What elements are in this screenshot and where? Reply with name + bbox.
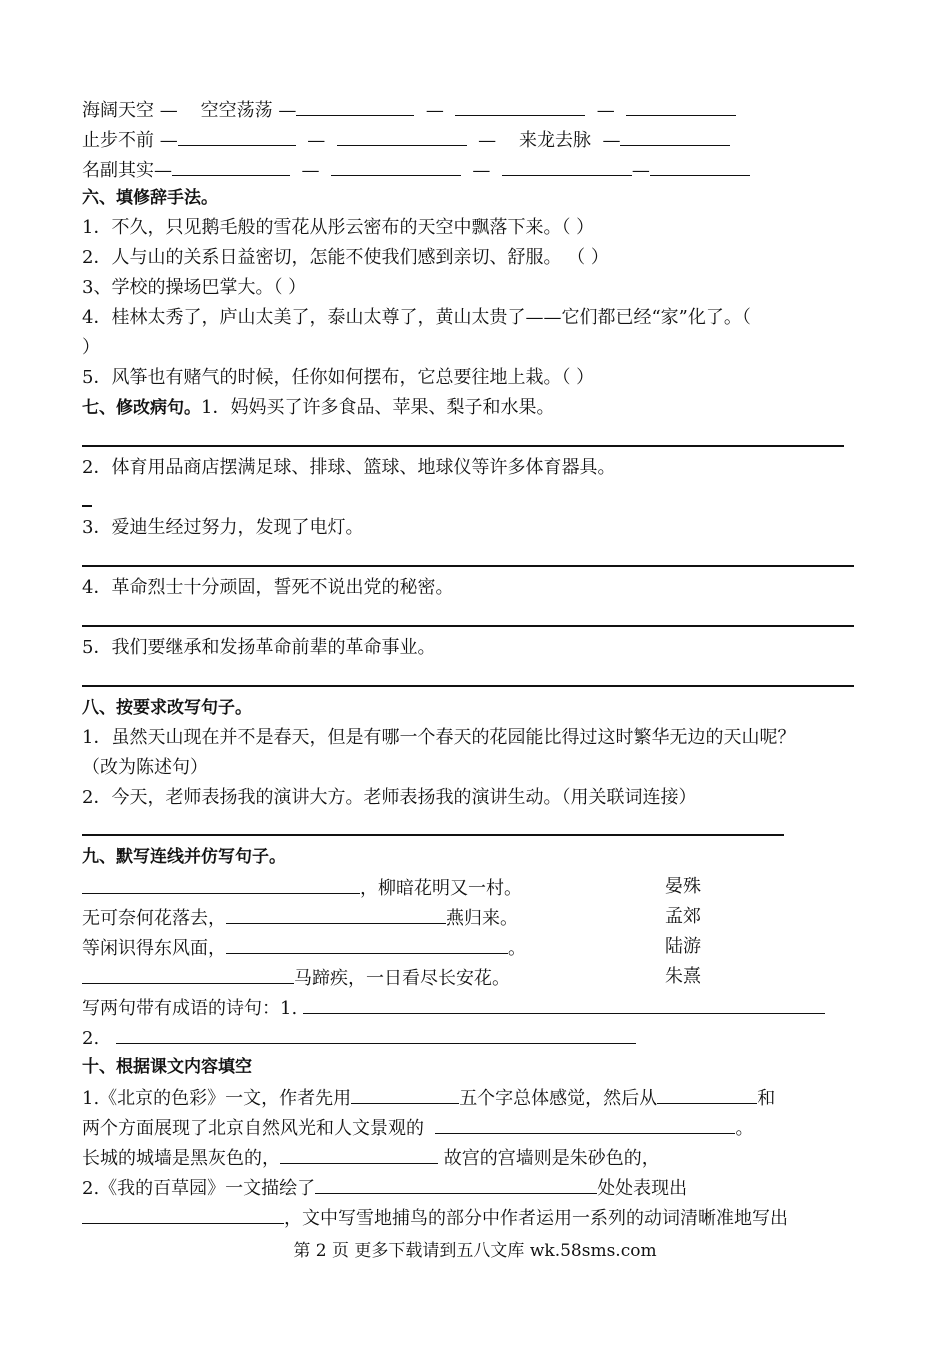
answer-blank[interactable] [331, 157, 461, 176]
answer-blank[interactable] [116, 1025, 636, 1044]
rhetoric-item-3: 3、学校的操场巴掌大。（ ） [82, 277, 307, 298]
page-footer: 第 2 页 更多下载请到五八文库 wk.58sms.com [293, 1241, 657, 1261]
answer-line[interactable] [82, 445, 844, 447]
rhetoric-item-4: 4．桂林太秀了，庐山太美了，泰山太尊了，黄山太贵了——它们都已经“家”化了。（ [82, 307, 751, 328]
idiom-row-2: 止步不前 — — — 来龙去脉 — [82, 127, 730, 153]
sick-sentence-2: 2．体育用品商店摆满足球、排球、篮球、地球仪等许多体育器具。 [82, 457, 616, 478]
answer-blank[interactable] [226, 905, 446, 924]
answer-blank[interactable] [172, 157, 290, 176]
poet-name[interactable]: 孟郊 [665, 906, 701, 927]
answer-blank[interactable] [82, 965, 294, 984]
rewrite-item-2: 2．今天，老师表扬我的演讲大方。老师表扬我的演讲生动。（用关联词连接） [82, 787, 697, 808]
rhetoric-item-2: 2．人与山的关系日益密切，怎能不使我们感到亲切、舒服。 （ ） [82, 247, 609, 268]
answer-line[interactable] [82, 565, 854, 567]
idiom: 名副其实 [82, 160, 154, 181]
poet-name[interactable]: 陆游 [665, 936, 701, 957]
answer-blank[interactable] [337, 127, 467, 146]
answer-blank[interactable] [82, 1205, 284, 1224]
answer-blank[interactable] [620, 127, 730, 146]
rhetoric-item-1: 1．不久，只见鹅毛般的雪花从彤云密布的天空中飘落下来。（ ） [82, 217, 595, 238]
fill-line-4: 2.《我的百草园》一文描绘了 处处表现出 [82, 1175, 687, 1201]
idiom: 空空荡荡 [200, 100, 273, 121]
section-6-title: 六、填修辞手法。 [82, 188, 218, 208]
sick-sentence-1: 1．妈妈买了许多食品、苹果、梨子和水果。 [201, 397, 555, 418]
section-10-title: 十、根据课文内容填空 [82, 1057, 252, 1077]
poem-line-1: ，柳暗花明又一村。 [82, 875, 522, 901]
answer-line[interactable] [82, 625, 854, 627]
sick-sentence-4: 4．革命烈士十分顽固，誓死不说出党的秘密。 [82, 577, 454, 598]
answer-line[interactable] [82, 505, 92, 507]
idiom: 来龙去脉 [518, 130, 591, 151]
idiom-poem-prompt: 写两句带有成语的诗句：1. [82, 995, 825, 1021]
answer-blank[interactable] [82, 875, 360, 894]
answer-blank[interactable] [303, 995, 825, 1014]
answer-blank[interactable] [178, 127, 296, 146]
idiom: 止步不前 [82, 130, 154, 151]
poet-name[interactable]: 朱熹 [665, 966, 701, 987]
rhetoric-item-4-cont: ） [82, 337, 100, 358]
rhetoric-item-5: 5．风筝也有赌气的时候，任你如何摆布，它总要往地上栽。（ ） [82, 367, 595, 388]
fill-line-1: 1.《北京的色彩》一文，作者先用 五个字总体感觉，然后从 和 [82, 1085, 775, 1111]
sick-sentence-5: 5．我们要继承和发扬革命前辈的革命事业。 [82, 637, 436, 658]
answer-blank[interactable] [296, 97, 414, 116]
answer-blank[interactable] [502, 157, 632, 176]
answer-blank[interactable] [315, 1175, 597, 1194]
answer-blank[interactable] [226, 935, 508, 954]
idiom-row-1: 海阔天空 — 空空荡荡 — — — [82, 97, 736, 123]
idiom-row-3: 名副其实— — — — [82, 157, 750, 183]
poem-line-3: 等闲识得东风面， 。 [82, 935, 526, 961]
answer-blank[interactable] [280, 1145, 438, 1164]
answer-blank[interactable] [351, 1085, 459, 1104]
answer-blank[interactable] [435, 1115, 735, 1134]
rewrite-item-1: 1．虽然天山现在并不是春天，但是有哪一个春天的花园能比得过这时繁华无边的天山呢？ [82, 727, 796, 748]
fill-line-3: 长城的城墙是黑灰色的， 故宫的宫墙则是朱砂色的， [82, 1145, 660, 1171]
idiom-poem-2: 2. [82, 1025, 636, 1051]
answer-blank[interactable] [455, 97, 585, 116]
section-7-line [82, 396, 554, 420]
answer-blank[interactable] [650, 157, 750, 176]
answer-line[interactable] [82, 685, 854, 687]
poet-name[interactable]: 晏殊 [665, 876, 701, 897]
section-7-title: 七、修改病句。 [82, 398, 201, 418]
answer-blank[interactable] [657, 1085, 757, 1104]
fill-line-5: ，文中写雪地捕鸟的部分中作者运用一系列的动词清晰准地写出 [82, 1205, 788, 1231]
section-8-title: 八、按要求改写句子。 [82, 698, 252, 718]
answer-line[interactable] [82, 834, 784, 836]
poem-line-4: 马蹄疾，一日看尽长安花。 [82, 965, 510, 991]
answer-blank[interactable] [626, 97, 736, 116]
sick-sentence-3: 3．爱迪生经过努力，发现了电灯。 [82, 517, 364, 538]
poem-line-2: 无可奈何花落去， 燕归来。 [82, 905, 518, 931]
section-9-title: 九、默写连线并仿写句子。 [82, 847, 286, 867]
fill-line-2: 两个方面展现了北京自然风光和人文景观的 。 [82, 1115, 753, 1141]
rewrite-item-1-note: （改为陈述句） [82, 757, 208, 778]
idiom: 海阔天空 [82, 100, 154, 121]
